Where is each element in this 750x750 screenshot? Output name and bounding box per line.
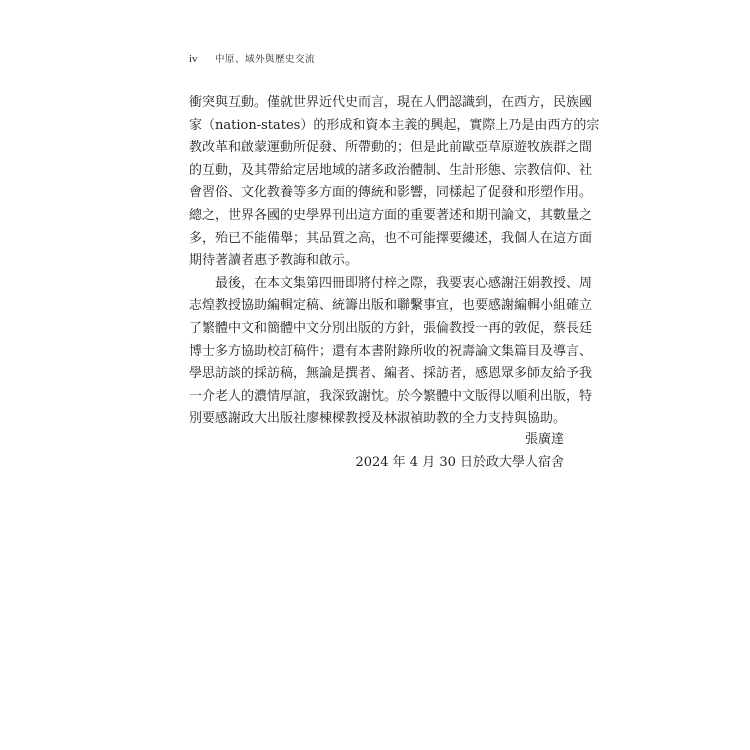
paragraph-1-last-line: 期待著讀者惠予教誨和啟示。 bbox=[189, 253, 359, 269]
paragraph-1-line: 總之，世界各國的史學界刊出這方面的重要著述和期刊論文，其數量之 bbox=[189, 207, 593, 223]
body-text bbox=[189, 92, 600, 431]
paragraph-1-line: 衝突與互動。僅就世界近代史而言，現在人們認識到，在西方，民族國 bbox=[189, 95, 593, 110]
paragraph-2-line: 了繁體中文和簡體中文分別出版的方針，張倫教授一再的敦促，蔡長廷 bbox=[189, 320, 593, 336]
paragraph-2-line: 一介老人的濃情厚誼，我深致謝忱。於今繁體中文版得以順利出版，特 bbox=[189, 388, 593, 404]
paragraph-2-line: 志煌教授協助編輯定稿、統籌出版和聯繫事宜，也要感謝編輯小組確立 bbox=[189, 298, 593, 314]
running-title: 中原、域外與歷史交流 bbox=[215, 54, 316, 65]
paragraph-1-line: 家（nation-states）的形成和資本主義的興起，實際上乃是由西方的宗 bbox=[189, 117, 600, 133]
signature-block bbox=[355, 428, 564, 474]
paragraph-1-line: 多，殆已不能備舉；其品質之高，也不可能擇要縷述，我個人在這方面 bbox=[189, 230, 593, 246]
paragraph-2-line: 學思訪談的採訪稿，無論是撰者、編者、採訪者，感恩眾多師友給予我 bbox=[189, 366, 593, 382]
paragraph-1-line: 的互動，及其帶給定居地域的諸多政治體制、生計形態、宗教信仰、社 bbox=[189, 162, 593, 178]
author-name: 張廣達 bbox=[524, 432, 564, 447]
paragraph-1-line: 教改革和啟蒙運動所促發、所帶動的；但是此前歐亞草原遊牧族群之間 bbox=[189, 140, 593, 156]
signature-date: 2024 年 4 月 30 日於政大學人宿舍 bbox=[355, 455, 564, 470]
running-header bbox=[189, 53, 315, 66]
paragraph-2-line: 博士多方協助校訂稿件；還有本書附錄所收的祝壽論文集篇目及導言、 bbox=[189, 343, 593, 359]
page-number: iv bbox=[189, 53, 198, 65]
paragraph-1-line: 會習俗、文化教養等多方面的傳統和影響，同樣起了促發和形塑作用。 bbox=[189, 185, 593, 201]
paragraph-2-last-line: 別要感謝政大出版社廖棟樑教授及林淑禎助教的全力支持與協助。 bbox=[189, 411, 567, 427]
paragraph-2-first-line: 最後，在本文集第四冊即將付梓之際，我要衷心感謝汪娟教授、周 bbox=[215, 275, 593, 291]
